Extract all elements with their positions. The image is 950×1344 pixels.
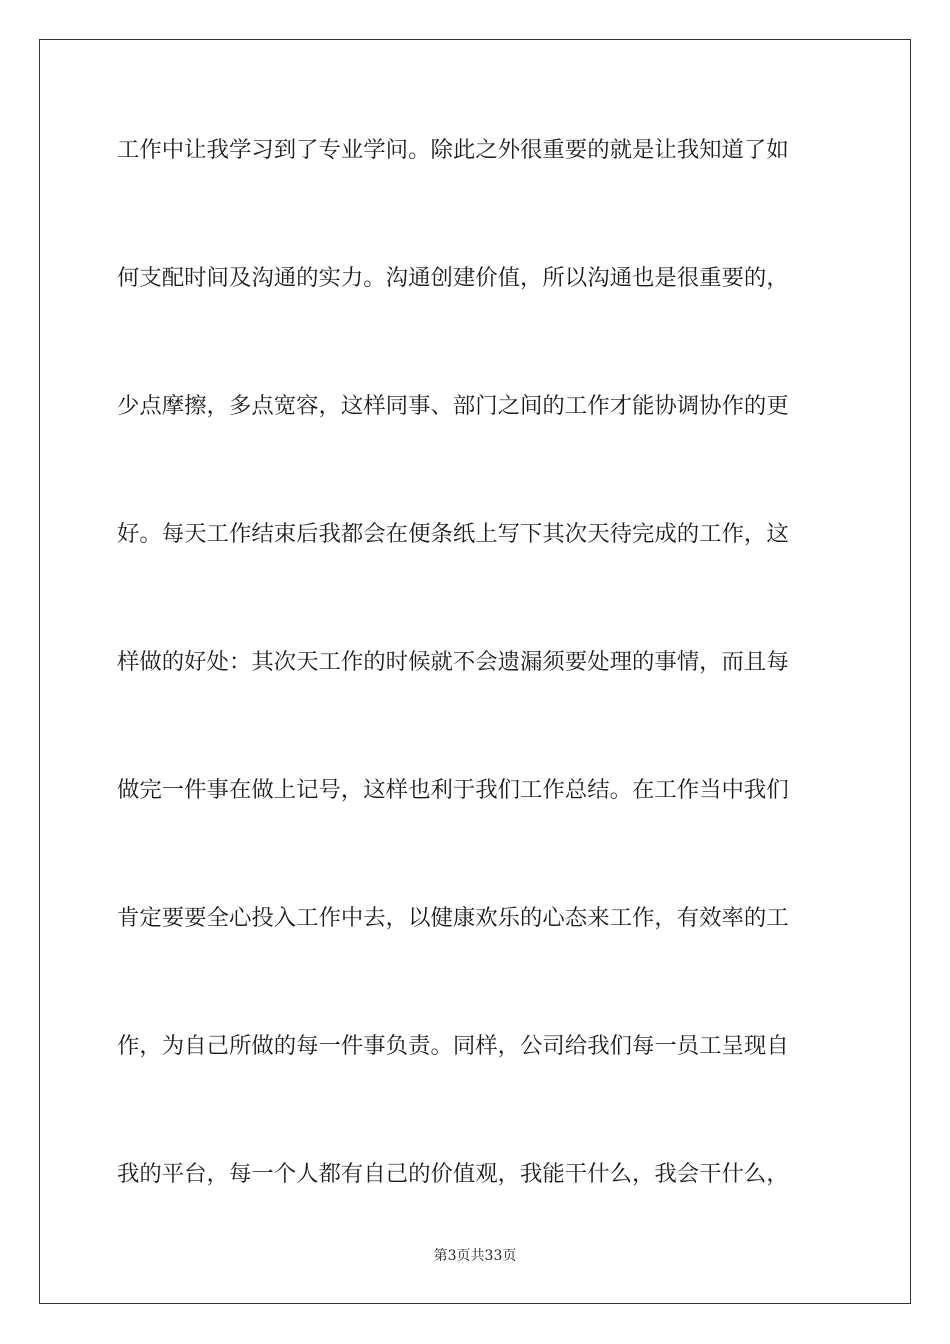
text-line: 作，为自己所做的每一件事负责。同样，公司给我们每一员工呈现自 (117, 1033, 789, 1059)
page-number: 第3页 (433, 1248, 471, 1264)
text-line: 肯定要要全心投入工作中去，以健康欢乐的心态来工作，有效率的工 (117, 905, 789, 931)
document-body (117, 126, 833, 1278)
text-line: 我的平台，每一个人都有自己的价值观，我能干什么，我会干什么， (117, 1161, 789, 1187)
text-line: 样做的好处：其次天工作的时候就不会遗漏须要处理的事情，而且每 (117, 649, 789, 675)
text-line: 何支配时间及沟通的实力。沟通创建价值，所以沟通也是很重要的， (117, 265, 789, 291)
text-line: 好。每天工作结束后我都会在便条纸上写下其次天待完成的工作，这 (117, 521, 789, 547)
text-line: 做完一件事在做上记号，这样也利于我们工作总结。在工作当中我们 (117, 777, 789, 803)
text-line: 少点摩擦，多点宽容，这样同事、部门之间的工作才能协调协作的更 (117, 393, 789, 419)
text-line: 工作中让我学习到了专业学问。除此之外很重要的就是让我知道了如 (117, 137, 789, 163)
page-total: 共33页 (470, 1248, 517, 1264)
page-footer (0, 1246, 950, 1266)
